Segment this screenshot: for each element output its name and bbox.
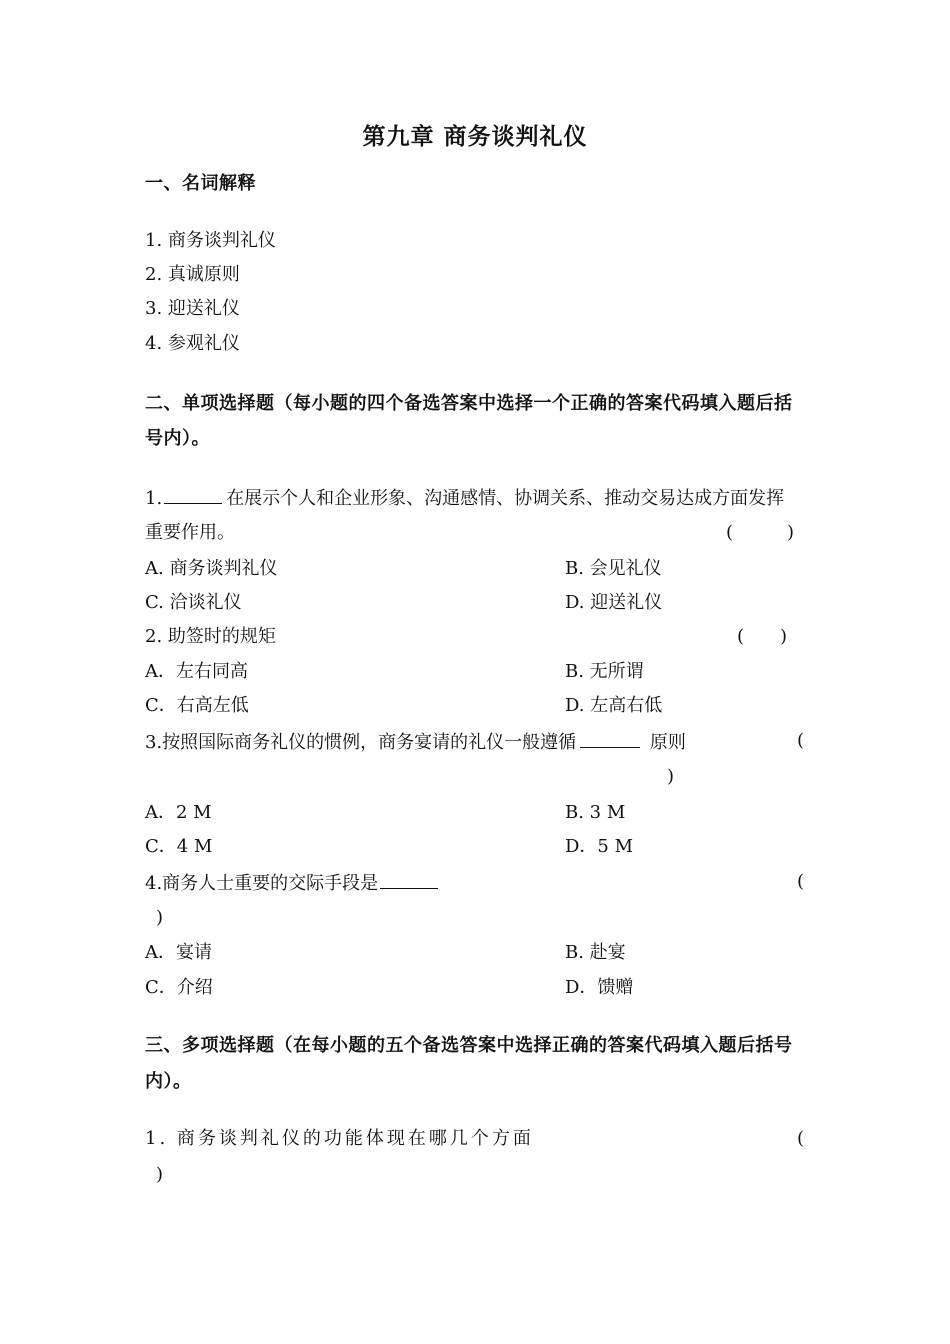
section3-heading-line2: 内）。 xyxy=(145,1071,192,1092)
section2-heading-line1: 二、单项选择题（每小题的四个备选答案中选择一个正确的答案代码填入题后括 xyxy=(145,393,793,414)
question-number: 1. xyxy=(145,488,163,509)
question-text-suffix: 原则 xyxy=(649,732,686,753)
option-c: C．介绍 xyxy=(145,977,213,998)
question-text: 在展示个人和企业形象、沟通感情、协调关系、推动交易达成方面发挥 xyxy=(226,488,785,509)
option-a: A．宴请 xyxy=(145,942,212,963)
paren-open: ( xyxy=(797,730,805,751)
option-b: B. 3 M xyxy=(565,802,626,823)
section1-heading: 一、名词解释 xyxy=(145,173,256,194)
option-b: B. 会见礼仪 xyxy=(565,558,662,579)
option-d: D. 迎送礼仪 xyxy=(565,592,663,613)
paren-close: ) xyxy=(667,766,675,787)
question-2: 2. 助签时的规矩 xyxy=(145,626,276,647)
option-d: D. 左高右低 xyxy=(565,695,663,716)
option-b: B. 赴宴 xyxy=(565,942,626,963)
answer-blank xyxy=(580,729,640,748)
option-a: A．2 M xyxy=(145,802,212,823)
option-c: C. 洽谈礼仪 xyxy=(145,592,242,613)
option-a: A．左右同高 xyxy=(145,661,248,682)
term-item: 1. 商务谈判礼仪 xyxy=(145,230,276,251)
question-text: 3.按照国际商务礼仪的惯例，商务宴请的礼仪一般遵循 xyxy=(145,732,577,753)
paren-close: ) xyxy=(156,1164,164,1185)
option-c: C．右高左低 xyxy=(145,695,249,716)
answer-blank xyxy=(164,485,222,504)
option-c: C．4 M xyxy=(145,836,213,857)
question-4 xyxy=(145,870,442,896)
question-1-line2: 重要作用。 xyxy=(145,522,235,543)
answer-blank xyxy=(380,870,438,889)
question-text: 4.商务人士重要的交际手段是 xyxy=(145,873,379,894)
paren-open: ( xyxy=(797,1128,805,1149)
term-item: 4. 参观礼仪 xyxy=(145,333,240,354)
option-d: D．馈赠 xyxy=(565,977,634,998)
section3-heading-line1: 三、多项选择题（在每小题的五个备选答案中选择正确的答案代码填入题后括号 xyxy=(145,1035,793,1056)
multi-question-1: 1. 商务谈判礼仪的功能体现在哪几个方面 xyxy=(145,1128,534,1149)
answer-parentheses: ( ) xyxy=(726,522,795,543)
chapter-title: 第九章 商务谈判礼仪 xyxy=(362,124,588,150)
paren-close: ) xyxy=(156,907,164,928)
term-item: 2. 真诚原则 xyxy=(145,264,240,285)
option-a: A. 商务谈判礼仪 xyxy=(145,558,278,579)
option-d: D．5 M xyxy=(565,836,634,857)
answer-parentheses: ( ) xyxy=(737,626,788,647)
section2-heading-line2: 号内）。 xyxy=(145,428,210,449)
option-b: B. 无所谓 xyxy=(565,661,644,682)
term-item: 3. 迎送礼仪 xyxy=(145,298,240,319)
question-3 xyxy=(145,729,686,755)
paren-open: ( xyxy=(797,871,805,892)
question-1-line1 xyxy=(145,485,784,511)
